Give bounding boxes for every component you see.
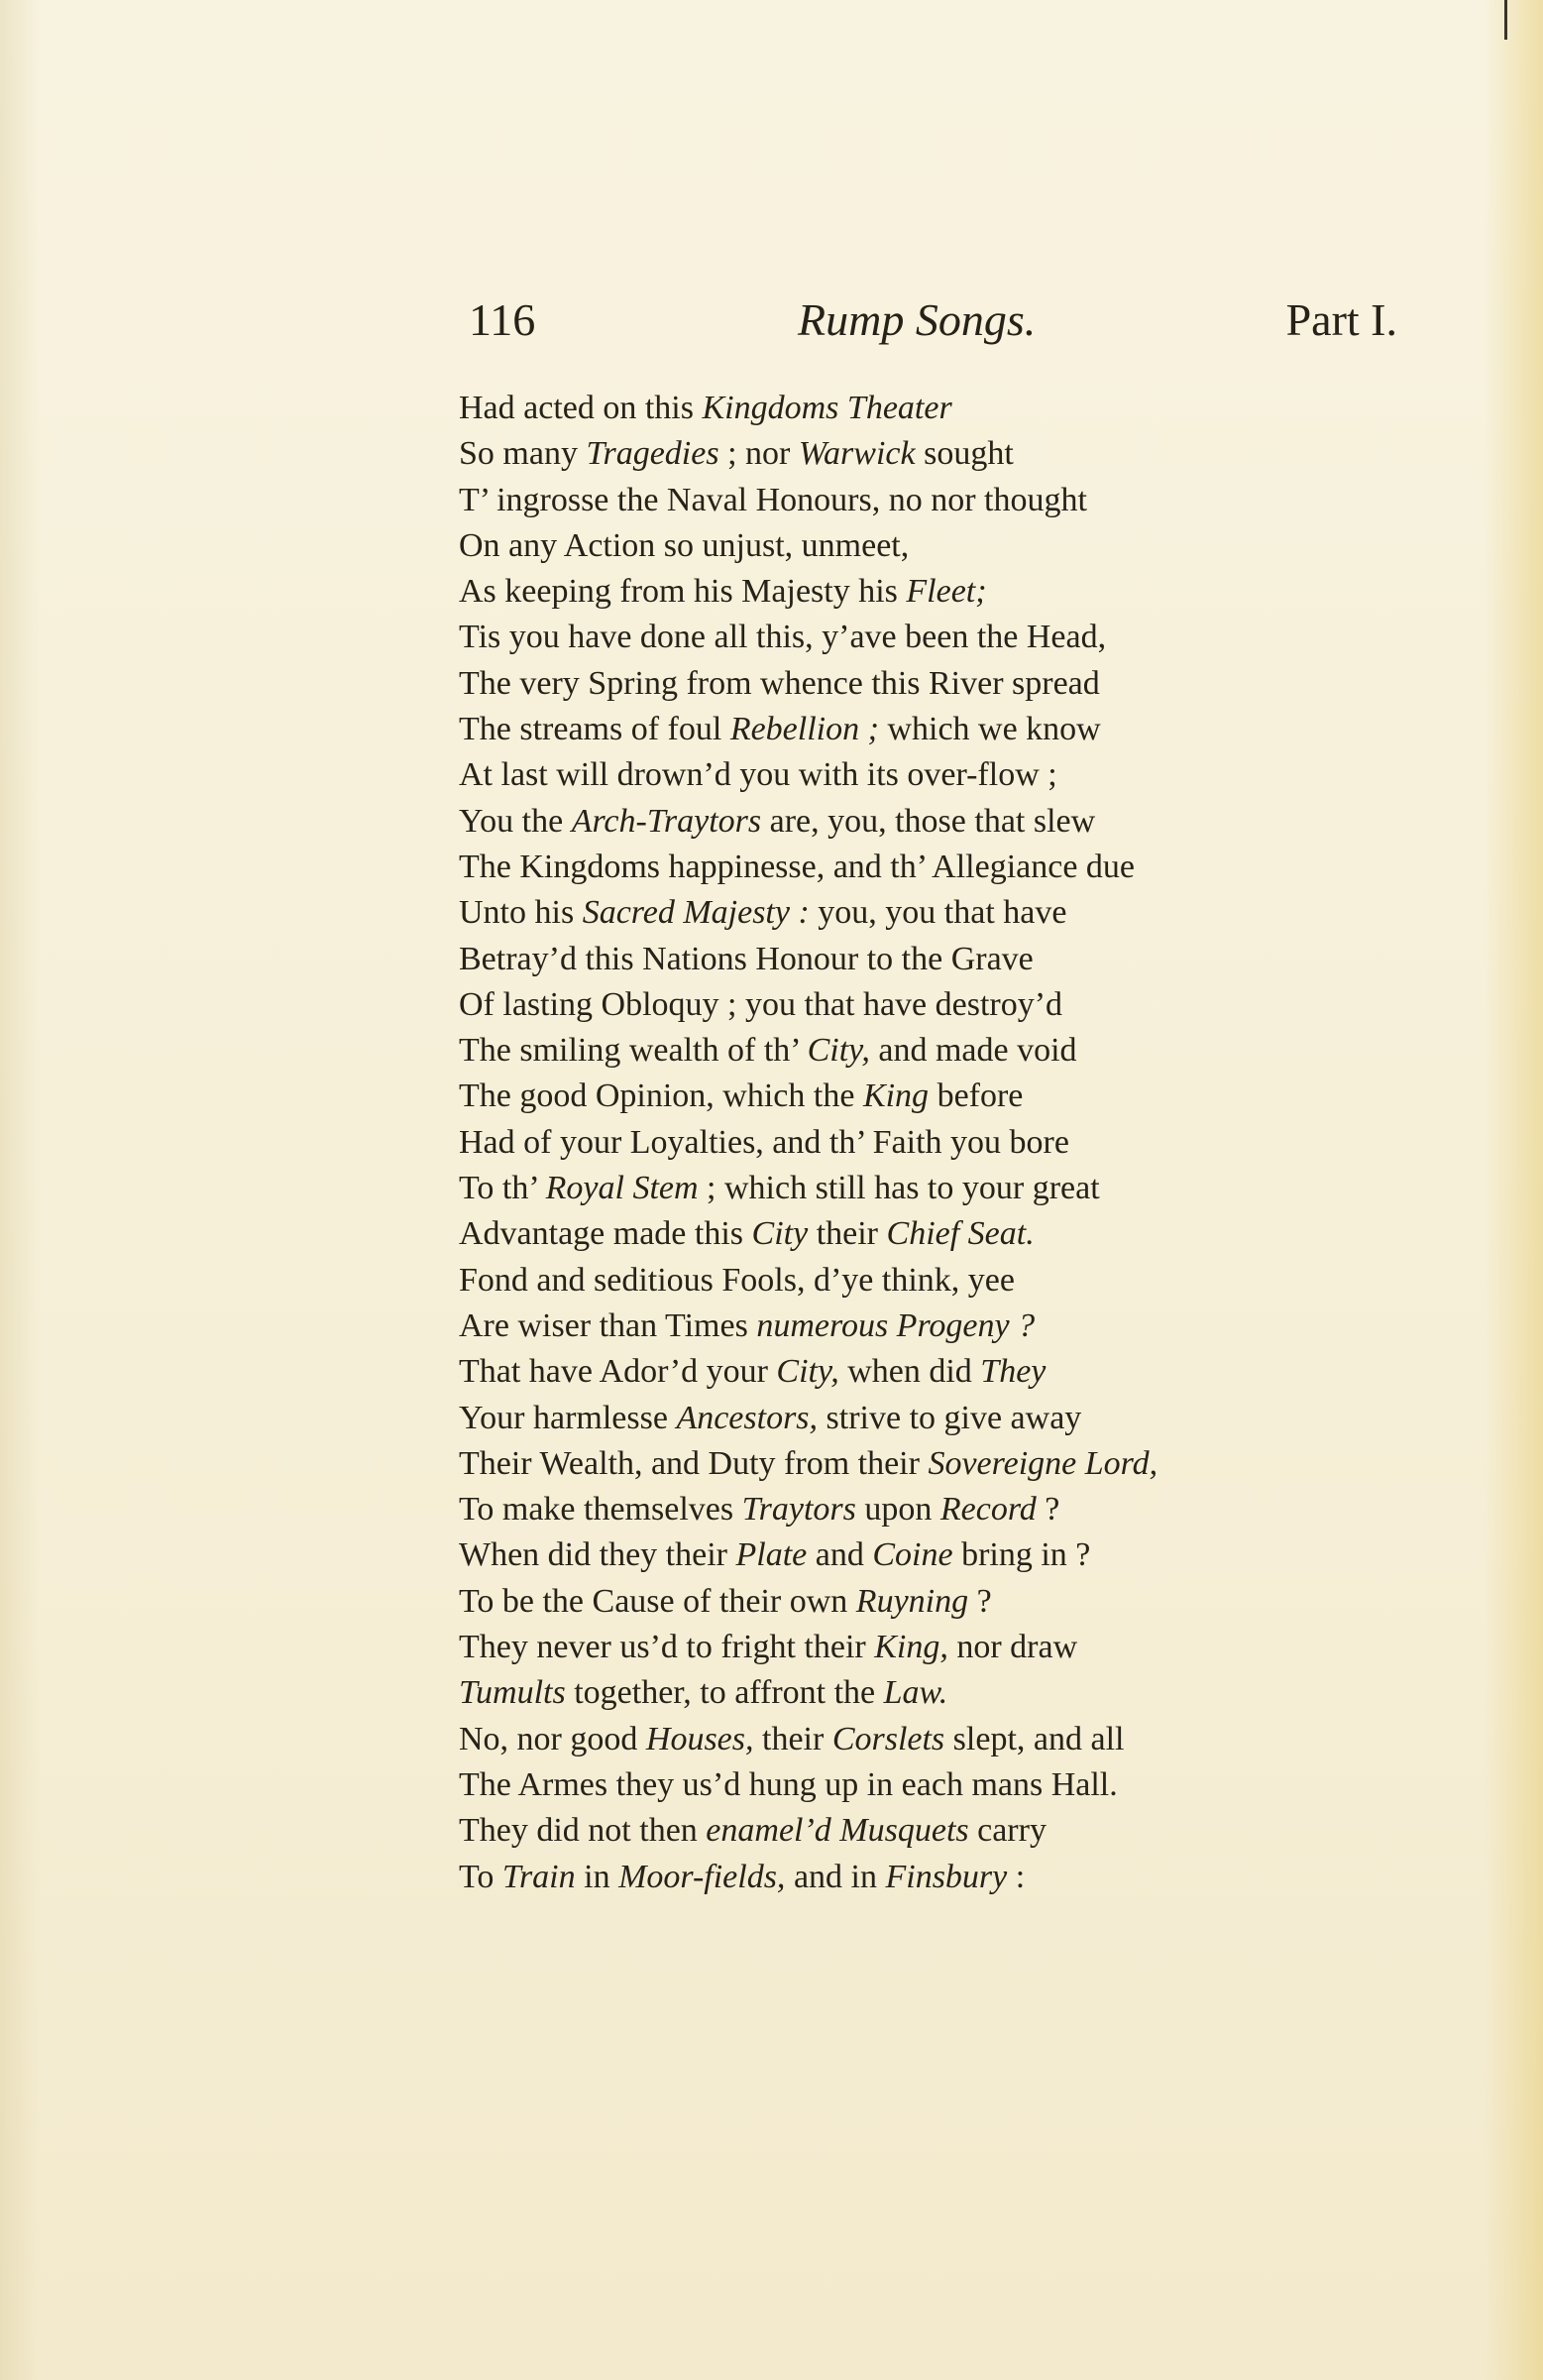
text-segment: sought: [915, 435, 1014, 473]
text-segment: To th’: [459, 1170, 546, 1207]
italic-segment: Coine: [872, 1536, 953, 1574]
text-segment: That have Ador’d your: [459, 1353, 777, 1391]
verse-line: [459, 1441, 1351, 1487]
text-segment: Are wiser than Times: [459, 1306, 757, 1344]
text-segment: Their Wealth, and Duty from their: [459, 1444, 929, 1482]
italic-segment: Arch-Traytors: [571, 802, 762, 840]
verse-line: [459, 1074, 1351, 1119]
verse-line: [459, 752, 1351, 798]
text-segment: carry: [968, 1812, 1047, 1850]
text-segment: No, nor good: [459, 1720, 646, 1757]
italic-segment: Law.: [883, 1674, 948, 1712]
text-segment: At last will drown’d you with its over-flow ;: [459, 756, 1057, 794]
verse-line: [459, 431, 1351, 477]
italic-segment: King: [862, 1077, 930, 1115]
verse-line: [459, 1396, 1351, 1441]
verse-line: [459, 386, 1351, 431]
text-segment: strive to give away: [818, 1399, 1082, 1436]
italic-segment: City: [751, 1215, 809, 1253]
verse-line: [459, 1028, 1351, 1074]
text-segment: Fond and seditious Fools, d’ye think, yee: [459, 1261, 1015, 1299]
italic-segment: Tumults: [459, 1674, 566, 1712]
text-segment: Had of your Loyalties, and th’ Faith you bore: [459, 1123, 1069, 1161]
verse-line: [459, 1120, 1351, 1166]
italic-segment: Royal Stem: [545, 1170, 699, 1207]
italic-segment: City,: [776, 1353, 839, 1391]
page-edge-mark: [1504, 0, 1507, 40]
verse-line: [459, 1855, 1351, 1900]
italic-segment: numerous Progeny ?: [756, 1306, 1036, 1344]
italic-segment: Moor-fields,: [618, 1858, 786, 1895]
verse-line: [459, 707, 1351, 752]
italic-segment: Sovereigne Lord,: [928, 1444, 1158, 1482]
text-segment: So many: [459, 435, 587, 473]
italic-segment: Rebellion ;: [729, 711, 879, 748]
verse-line: [459, 1579, 1351, 1625]
verse-line: [459, 1211, 1351, 1257]
text-segment: To be the Cause of their own: [459, 1582, 856, 1620]
verse-line: [459, 1625, 1351, 1670]
text-segment: Advantage made this: [459, 1215, 752, 1253]
italic-segment: Tragedies: [586, 435, 719, 473]
text-segment: before: [929, 1077, 1024, 1115]
verse-line: [459, 569, 1351, 615]
italic-segment: Warwick: [798, 435, 916, 473]
text-segment: their: [808, 1215, 887, 1253]
verse-line: [459, 799, 1351, 845]
text-segment: To make themselves: [459, 1491, 742, 1529]
text-segment: To: [459, 1858, 502, 1895]
text-segment: Of lasting Obloquy ; you that have destroy’d: [459, 985, 1063, 1023]
poem-text: [459, 386, 1351, 1900]
text-segment: Tis you have done all this, y’ave been the Head,: [459, 619, 1107, 656]
italic-segment: Record: [939, 1491, 1037, 1529]
text-segment: in: [575, 1858, 619, 1895]
verse-line: [459, 1166, 1351, 1211]
text-segment: ; which still has to your great: [698, 1170, 1100, 1207]
verse-line: [459, 478, 1351, 523]
verse-line: [459, 845, 1351, 890]
text-segment: nor draw: [947, 1629, 1078, 1666]
text-segment: Betray’d this Nations Honour to the Grave: [459, 940, 1034, 977]
text-segment: and in: [785, 1858, 886, 1895]
text-segment: They did not then: [459, 1812, 707, 1850]
page-number: 116: [469, 294, 536, 345]
italic-segment: They: [980, 1353, 1047, 1391]
verse-line: [459, 1487, 1351, 1532]
italic-segment: enamel’d Musquets: [706, 1812, 969, 1850]
running-title: Rump Songs.: [798, 294, 1037, 345]
text-segment: you, you that have: [809, 894, 1067, 932]
text-segment: Unto his: [459, 894, 583, 932]
text-segment: slept, and all: [944, 1720, 1125, 1757]
text-segment: When did they their: [459, 1536, 736, 1574]
verse-line: [459, 1349, 1351, 1395]
verse-line: [459, 1808, 1351, 1854]
text-segment: You the: [459, 802, 572, 840]
text-segment: when did: [838, 1353, 981, 1391]
italic-segment: Fleet;: [906, 573, 987, 611]
italic-segment: Traytors: [741, 1491, 856, 1529]
text-segment: bring in ?: [952, 1536, 1091, 1574]
italic-segment: Train: [501, 1858, 576, 1895]
text-segment: The Armes they us’d hung up in each mans Hall.: [459, 1765, 1118, 1803]
italic-segment: Corslets: [831, 1720, 945, 1757]
text-segment: The very Spring from whence this River spread: [459, 664, 1100, 702]
text-segment: :: [1007, 1858, 1026, 1895]
text-segment: ?: [1036, 1491, 1060, 1529]
italic-segment: Finsbury: [885, 1858, 1008, 1895]
verse-line: [459, 523, 1351, 569]
text-segment: T’ ingrosse the Naval Honours, no nor thought: [459, 481, 1087, 518]
text-segment: As keeping from his Majesty his: [459, 573, 907, 611]
italic-segment: Houses,: [645, 1720, 754, 1757]
text-segment: The smiling wealth of th’: [459, 1032, 808, 1070]
text-segment: ?: [968, 1582, 992, 1620]
text-segment: which we know: [878, 711, 1101, 748]
text-segment: Had acted on this: [459, 390, 703, 426]
text-segment: On any Action so unjust, unmeet,: [459, 526, 910, 564]
verse-line: [459, 982, 1351, 1028]
text-segment: Your harmlesse: [459, 1399, 677, 1436]
part-label: Part I.: [1285, 294, 1397, 345]
italic-segment: Ancestors,: [676, 1399, 819, 1436]
text-segment: The streams of foul: [459, 711, 730, 748]
italic-segment: Chief Seat.: [886, 1215, 1035, 1253]
verse-line: [459, 661, 1351, 707]
verse-line: [459, 1532, 1351, 1578]
verse-line: [459, 1717, 1351, 1762]
verse-line: [459, 890, 1351, 936]
italic-segment: King,: [874, 1629, 948, 1666]
verse-line: [459, 1303, 1351, 1349]
text-segment: ; nor: [718, 435, 799, 473]
verse-line: [459, 1258, 1351, 1303]
verse-line: [459, 1670, 1351, 1716]
italic-segment: Ruyning: [855, 1582, 969, 1620]
italic-segment: Sacred Majesty :: [582, 894, 810, 932]
text-segment: The good Opinion, which the: [459, 1077, 863, 1115]
verse-line: [459, 1762, 1351, 1808]
text-segment: They never us’d to fright their: [459, 1629, 875, 1666]
italic-segment: City,: [807, 1032, 870, 1070]
text-segment: and: [807, 1536, 873, 1574]
text-segment: The Kingdoms happinesse, and th’ Allegiance due: [459, 848, 1136, 885]
verse-line: [459, 615, 1351, 660]
verse-line: [459, 937, 1351, 982]
running-header: [456, 293, 1397, 353]
text-segment: and made void: [869, 1032, 1077, 1070]
text-segment: upon: [855, 1491, 940, 1529]
italic-segment: Kingdoms Theater: [702, 390, 952, 426]
italic-segment: Plate: [735, 1536, 808, 1574]
text-segment: their: [753, 1720, 832, 1757]
text-segment: together, to affront the: [565, 1674, 884, 1712]
text-segment: are, you, those that slew: [761, 802, 1096, 840]
